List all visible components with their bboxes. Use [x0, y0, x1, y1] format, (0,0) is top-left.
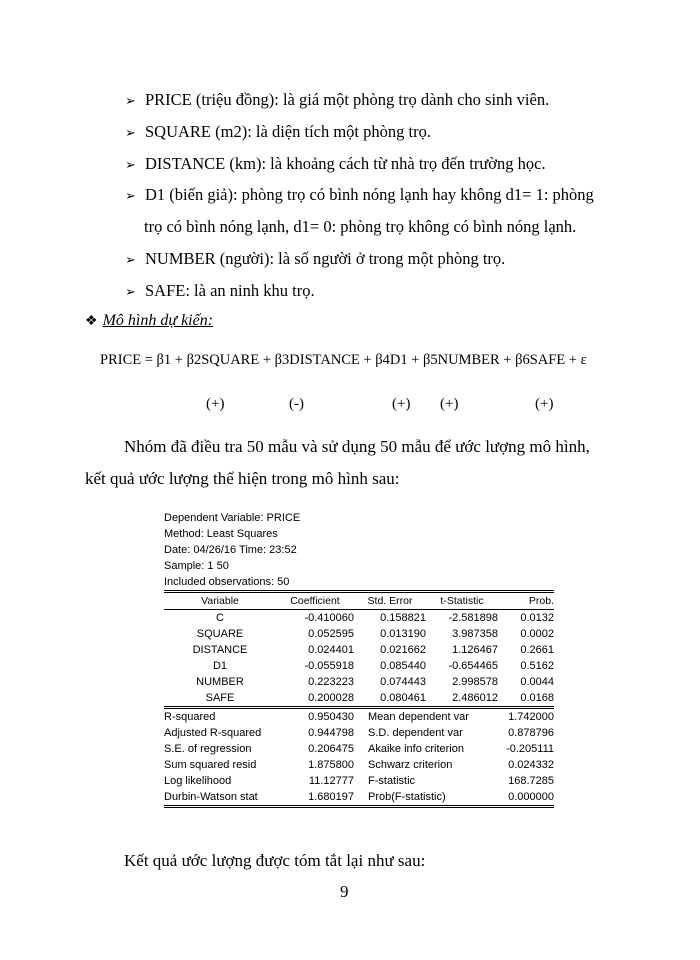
- bullet-text: PRICE (triệu đồng): là giá một phòng trọ dành cho sinh viên.: [145, 90, 550, 109]
- prob-value: 0.2661: [520, 644, 554, 656]
- stat-value: 11.12777: [308, 775, 354, 787]
- coefficient-value: 0.052595: [308, 628, 354, 640]
- table-header-row: [164, 592, 554, 610]
- std-error-value: 0.158821: [380, 612, 426, 624]
- coefficient-value: -0.410060: [304, 612, 354, 624]
- bullet-price: [125, 90, 549, 110]
- bullet-d1: [125, 185, 594, 205]
- arrow-bullet-icon: ➢: [125, 188, 136, 203]
- date-line: Date: 04/26/16 Time: 23:52: [164, 544, 297, 556]
- table-row: [164, 658, 554, 674]
- prob-value: 0.0168: [520, 692, 554, 704]
- arrow-bullet-icon: ➢: [125, 157, 136, 172]
- model-equation: PRICE = β1 + β2SQUARE + β3DISTANCE + β4D1 + β5NUMBER + β6SAFE + ε: [100, 352, 587, 368]
- stat-value: 1.875800: [308, 759, 354, 771]
- stat-label: Prob(F-statistic): [368, 791, 446, 803]
- bullet-text: NUMBER (người): là số người ở trong một phòng trọ.: [145, 249, 506, 268]
- stat-value: 168.7285: [508, 775, 554, 787]
- stat-label: Adjusted R-squared: [164, 727, 262, 739]
- sign-number: (+): [440, 396, 459, 412]
- stats-row: [164, 741, 554, 757]
- observations-line: Included observations: 50: [164, 576, 290, 588]
- stats-row: [164, 757, 554, 773]
- arrow-bullet-icon: ➢: [125, 125, 136, 140]
- table-row: [164, 626, 554, 642]
- variable-name: DISTANCE: [192, 644, 248, 656]
- t-statistic-value: -0.654465: [448, 660, 498, 672]
- stat-value: 0.950430: [308, 711, 354, 723]
- table-row: [164, 642, 554, 658]
- variable-name: SAFE: [205, 692, 235, 704]
- column-header: Std. Error: [367, 595, 413, 607]
- t-statistic-value: 1.126467: [452, 644, 498, 656]
- summary-line: Kết quả ước lượng được tóm tắt lại như sau:: [124, 851, 426, 870]
- std-error-value: 0.021662: [380, 644, 426, 656]
- coefficient-value: 0.024401: [308, 644, 354, 656]
- bullet-safe: [125, 281, 315, 301]
- bullet-d1-continuation: trọ có bình nóng lạnh, d1= 0: phòng trọ không có bình nóng lạnh.: [144, 217, 577, 236]
- arrow-bullet-icon: ➢: [125, 252, 136, 267]
- stat-label: Mean dependent var: [368, 711, 469, 723]
- column-header: t-Statistic: [440, 595, 484, 607]
- t-statistic-value: -2.581898: [448, 612, 498, 624]
- coefficient-value: 0.200028: [308, 692, 354, 704]
- stats-row: [164, 708, 554, 726]
- variable-name: NUMBER: [196, 676, 244, 688]
- paragraph-line-2: kết quả ước lượng thể hiện trong mô hình sau:: [85, 469, 400, 488]
- bullet-text: D1 (biến giả): phòng trọ có bình nóng lạnh hay không d1= 1: phòng: [145, 185, 594, 204]
- stat-label: Log likelihood: [164, 775, 232, 787]
- t-statistic-value: 3.987358: [452, 628, 498, 640]
- prob-value: 0.0002: [520, 628, 554, 640]
- sign-d1: (+): [392, 396, 411, 412]
- sign-distance: (-): [289, 396, 304, 412]
- stat-label: R-squared: [164, 711, 216, 723]
- statistics-table: [164, 706, 554, 808]
- std-error-value: 0.085440: [380, 660, 426, 672]
- stat-value: 0.878796: [508, 727, 554, 739]
- coefficient-table: [164, 590, 554, 706]
- prob-value: 0.0132: [520, 612, 554, 624]
- bullet-number: [125, 249, 505, 269]
- model-heading-text: Mô hình dự kiến:: [102, 312, 214, 329]
- model-heading: [85, 312, 213, 330]
- regression-output: [164, 510, 554, 808]
- stat-value: 0.000000: [508, 791, 554, 803]
- t-statistic-value: 2.486012: [452, 692, 498, 704]
- stat-label: F-statistic: [368, 775, 416, 787]
- variable-name: D1: [212, 660, 228, 672]
- t-statistic-value: 2.998578: [452, 676, 498, 688]
- column-header: Prob.: [528, 595, 554, 607]
- stat-value: 0.024332: [508, 759, 554, 771]
- stat-value: 1.680197: [308, 791, 354, 803]
- dependent-variable-line: Dependent Variable: PRICE: [164, 512, 301, 524]
- page-number: 9: [340, 882, 349, 901]
- stat-label: S.E. of regression: [164, 743, 252, 755]
- arrow-bullet-icon: ➢: [125, 284, 136, 299]
- stats-row: [164, 789, 554, 807]
- stat-label: Akaike info criterion: [368, 743, 464, 755]
- stat-value: -0.205111: [506, 743, 554, 755]
- table-row: [164, 690, 554, 706]
- std-error-value: 0.013190: [380, 628, 426, 640]
- coefficient-value: 0.223223: [308, 676, 354, 688]
- std-error-value: 0.080461: [380, 692, 426, 704]
- table-row: [164, 674, 554, 690]
- stat-label: S.D. dependent var: [368, 727, 463, 739]
- bullet-text: SQUARE (m2): là diện tích một phòng trọ.: [145, 122, 431, 141]
- stat-value: 0.206475: [308, 743, 354, 755]
- stats-row: [164, 773, 554, 789]
- prob-value: 0.0044: [520, 676, 554, 688]
- column-header: Variable: [201, 595, 239, 607]
- stat-label: Schwarz criterion: [368, 759, 453, 771]
- paragraph-line-1: Nhóm đã điều tra 50 mẫu và sử dụng 50 mẫu để ước lượng mô hình,: [124, 437, 590, 456]
- sign-square: (+): [206, 396, 225, 412]
- bullet-text: SAFE: là an ninh khu trọ.: [145, 281, 315, 300]
- variable-name: C: [216, 612, 224, 624]
- table-row: [164, 610, 554, 627]
- sample-line: Sample: 1 50: [164, 560, 229, 572]
- diamond-bullet-icon: ❖: [85, 314, 98, 329]
- arrow-bullet-icon: ➢: [125, 93, 136, 108]
- column-header: Coefficient: [290, 595, 340, 607]
- stat-value: 1.742000: [508, 711, 554, 723]
- bullet-distance: [125, 154, 546, 174]
- bullet-text: DISTANCE (km): là khoảng cách từ nhà trọ đến trường học.: [145, 154, 546, 173]
- bullet-square: [125, 122, 431, 142]
- variable-name: SQUARE: [196, 628, 244, 640]
- sign-safe: (+): [535, 396, 554, 412]
- stat-value: 0.944798: [308, 727, 354, 739]
- coefficient-value: -0.055918: [304, 660, 354, 672]
- prob-value: 0.5162: [520, 660, 554, 672]
- std-error-value: 0.074443: [380, 676, 426, 688]
- stat-label: Durbin-Watson stat: [164, 791, 258, 803]
- stat-label: Sum squared resid: [164, 759, 257, 771]
- stats-row: [164, 725, 554, 741]
- method-line: Method: Least Squares: [164, 528, 278, 540]
